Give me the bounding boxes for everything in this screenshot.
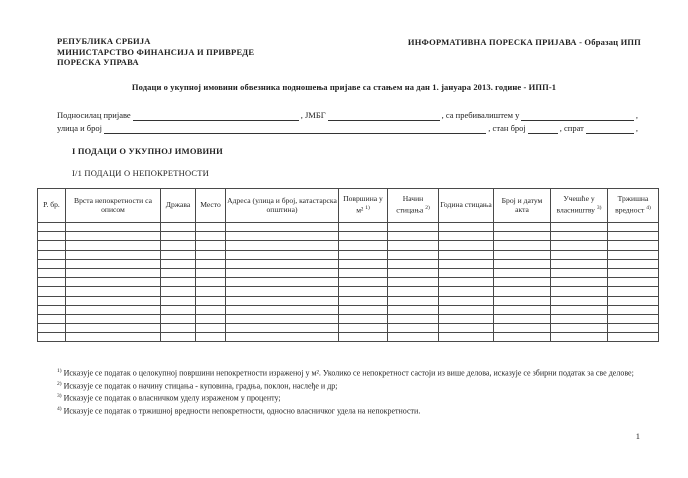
empty-table-cell — [339, 232, 388, 241]
empty-table-cell — [196, 296, 226, 305]
empty-table-row — [38, 241, 659, 250]
empty-table-row — [38, 250, 659, 259]
empty-table-cell — [608, 268, 659, 277]
empty-table-cell — [494, 241, 551, 250]
empty-table-cell — [608, 305, 659, 314]
empty-table-cell — [339, 333, 388, 342]
empty-table-cell — [494, 259, 551, 268]
empty-table-cell — [339, 278, 388, 287]
empty-table-cell — [161, 232, 196, 241]
empty-table-cell — [551, 223, 608, 232]
empty-table-cell — [66, 296, 161, 305]
empty-table-cell — [551, 324, 608, 333]
empty-table-row — [38, 278, 659, 287]
empty-table-cell — [196, 333, 226, 342]
empty-table-cell — [339, 259, 388, 268]
empty-table-cell — [439, 232, 494, 241]
empty-table-cell — [551, 296, 608, 305]
empty-table-cell — [161, 268, 196, 277]
page-number: 1 — [635, 431, 640, 441]
empty-table-cell — [161, 324, 196, 333]
empty-table-row — [38, 305, 659, 314]
real-estate-table-header — [38, 189, 659, 223]
empty-table-cell — [66, 259, 161, 268]
table-header-row — [38, 189, 659, 223]
empty-table-cell — [38, 287, 66, 296]
residence-field — [521, 112, 633, 121]
empty-table-cell — [439, 314, 494, 323]
col-header-label: Начин стицања — [396, 194, 424, 215]
empty-table-cell — [38, 333, 66, 342]
footnote-marker: 1) — [57, 368, 62, 374]
document-title: Подаци о укупној имовини обвезника подношења пријаве са стањем на дан 1. јануара 2013. године - ИПП-1 — [131, 82, 557, 92]
empty-table-cell — [161, 223, 196, 232]
empty-table-row — [38, 223, 659, 232]
empty-table-cell — [388, 278, 439, 287]
empty-table-cell — [66, 287, 161, 296]
col-header-label: Површина у м² — [343, 194, 383, 215]
empty-table-cell — [551, 314, 608, 323]
empty-table-cell — [66, 305, 161, 314]
empty-table-cell — [608, 223, 659, 232]
agency-line-ministry: МИНИСТАРСТВО ФИНАНСИЈА И ПРИВРЕДЕ — [57, 46, 255, 57]
empty-table-cell — [161, 241, 196, 250]
empty-table-cell — [388, 305, 439, 314]
section-heading-real-estate: I/1 ПОДАЦИ О НЕПОКРЕТНОСТИ — [72, 168, 209, 178]
empty-table-cell — [494, 223, 551, 232]
empty-table-cell — [196, 259, 226, 268]
empty-table-cell — [226, 305, 339, 314]
empty-table-cell — [608, 324, 659, 333]
empty-table-cell — [339, 314, 388, 323]
col-header-footnote-ref: 1) — [365, 205, 370, 212]
empty-table-cell — [196, 223, 226, 232]
footnote-marker: 4) — [57, 405, 62, 412]
empty-table-cell — [439, 259, 494, 268]
street-label: улица и број — [57, 123, 102, 133]
empty-table-cell — [388, 324, 439, 333]
empty-table-cell — [38, 314, 66, 323]
empty-table-cell — [196, 305, 226, 314]
empty-table-cell — [38, 268, 66, 277]
empty-table-cell — [494, 314, 551, 323]
empty-table-cell — [388, 259, 439, 268]
empty-table-cell — [608, 232, 659, 241]
applicant-line-2 — [57, 123, 638, 134]
empty-table-cell — [196, 232, 226, 241]
footnote-text: Исказује се податак о власничком уделу израженом у проценту; — [63, 393, 281, 403]
empty-table-cell — [551, 278, 608, 287]
applicant-name-label: Подносилац пријаве — [57, 110, 131, 120]
empty-table-cell — [494, 305, 551, 314]
applicant-line-1 — [57, 110, 638, 121]
empty-table-cell — [161, 287, 196, 296]
empty-table-cell — [439, 333, 494, 342]
col-header-label: Врста непокретности са описом — [74, 195, 152, 214]
empty-table-cell — [494, 268, 551, 277]
empty-table-cell — [161, 296, 196, 305]
col-header-label: Адреса (улица и број, катастарска општина) — [227, 195, 337, 214]
empty-table-cell — [196, 314, 226, 323]
empty-table-cell — [608, 259, 659, 268]
empty-table-cell — [551, 287, 608, 296]
footnote-4 — [57, 404, 635, 417]
empty-table-cell — [439, 305, 494, 314]
empty-table-cell — [66, 278, 161, 287]
empty-table-cell — [38, 305, 66, 314]
empty-table-cell — [226, 268, 339, 277]
section-heading-total-property: I ПОДАЦИ О УКУПНОЈ ИМОВИНИ — [72, 146, 223, 156]
empty-table-cell — [226, 333, 339, 342]
line1-end: , — [635, 110, 638, 120]
empty-table-cell — [551, 305, 608, 314]
empty-table-cell — [388, 296, 439, 305]
empty-table-cell — [551, 333, 608, 342]
col-header-place — [196, 189, 226, 223]
apartment-field — [528, 125, 558, 134]
empty-table-cell — [388, 287, 439, 296]
empty-table-row — [38, 314, 659, 323]
footnote-marker: 2) — [57, 380, 62, 387]
col-header-label: Учешће у власништву — [556, 194, 595, 215]
empty-table-cell — [388, 241, 439, 250]
empty-table-cell — [66, 333, 161, 342]
empty-table-cell — [339, 324, 388, 333]
empty-table-cell — [551, 268, 608, 277]
empty-table-cell — [388, 223, 439, 232]
empty-table-cell — [196, 278, 226, 287]
col-header-area — [339, 189, 388, 223]
empty-table-cell — [226, 223, 339, 232]
col-header-acquisition-year — [439, 189, 494, 223]
col-header-footnote-ref: 2) — [425, 205, 430, 212]
empty-table-cell — [196, 287, 226, 296]
col-header-label: Држава — [165, 200, 191, 210]
empty-table-cell — [439, 223, 494, 232]
empty-table-cell — [38, 296, 66, 305]
empty-table-cell — [38, 241, 66, 250]
col-header-label: Година стицања — [440, 200, 492, 210]
street-field — [104, 125, 486, 134]
empty-table-row — [38, 333, 659, 342]
footnote-marker: 3) — [57, 393, 62, 400]
empty-table-cell — [161, 278, 196, 287]
empty-table-cell — [66, 250, 161, 259]
col-header-ordinal — [38, 189, 66, 223]
col-header-address — [226, 189, 339, 223]
empty-table-cell — [196, 324, 226, 333]
empty-table-cell — [66, 223, 161, 232]
col-header-ownership-share — [551, 189, 608, 223]
empty-table-cell — [161, 333, 196, 342]
empty-table-cell — [339, 250, 388, 259]
empty-table-cell — [339, 241, 388, 250]
residence-label: , са пребивалиштем у — [441, 110, 520, 120]
empty-table-row — [38, 287, 659, 296]
empty-table-cell — [608, 333, 659, 342]
col-header-market-value — [608, 189, 659, 223]
empty-table-cell — [66, 324, 161, 333]
empty-table-cell — [608, 287, 659, 296]
floor-label: , спрат — [559, 123, 584, 133]
applicant-name-field — [133, 112, 299, 121]
agency-line-republic: РЕПУБЛИКА СРБИЈА — [57, 36, 151, 46]
footnote-3 — [57, 391, 635, 404]
empty-table-cell — [226, 314, 339, 323]
empty-table-cell — [388, 314, 439, 323]
empty-table-cell — [196, 250, 226, 259]
empty-table-cell — [388, 333, 439, 342]
empty-table-cell — [439, 324, 494, 333]
empty-table-cell — [494, 232, 551, 241]
footnote-text: Исказује се податак о целокупној површини непокретности израженој у м². Уколико се непокретност састоји из више делова, исказује се збирни податак за све делове; — [63, 368, 634, 378]
floor-field — [586, 125, 634, 134]
empty-table-cell — [226, 232, 339, 241]
empty-table-row — [38, 324, 659, 333]
empty-table-cell — [38, 223, 66, 232]
col-header-label: Број и датум акта — [501, 195, 543, 214]
footnote-1 — [57, 366, 635, 379]
empty-table-row — [38, 232, 659, 241]
empty-table-cell — [608, 296, 659, 305]
empty-table-cell — [339, 287, 388, 296]
empty-table-cell — [494, 278, 551, 287]
empty-table-cell — [66, 232, 161, 241]
footnote-text: Исказује се податак о тржишној вредности непокретности, односно власничког удела на непокретности. — [63, 406, 421, 416]
footnotes-block — [57, 366, 635, 417]
col-header-label: Р. бр. — [43, 200, 60, 210]
empty-table-cell — [551, 250, 608, 259]
form-name-label: ИНФОРМАТИВНА ПОРЕСКА ПРИЈАВА - Образац ИПП — [407, 37, 641, 47]
empty-table-cell — [226, 278, 339, 287]
empty-table-cell — [439, 296, 494, 305]
col-header-footnote-ref: 3) — [596, 205, 602, 212]
empty-table-cell — [608, 250, 659, 259]
empty-table-row — [38, 296, 659, 305]
empty-table-cell — [494, 324, 551, 333]
empty-table-cell — [608, 278, 659, 287]
empty-table-cell — [38, 259, 66, 268]
col-header-country — [161, 189, 196, 223]
empty-table-cell — [226, 324, 339, 333]
empty-table-cell — [161, 250, 196, 259]
empty-table-cell — [551, 241, 608, 250]
empty-table-cell — [608, 241, 659, 250]
footnote-text: Исказује се податак о начину стицања - куповина, градња, поклон, наслеђе и др; — [63, 381, 338, 391]
empty-table-cell — [226, 287, 339, 296]
empty-table-cell — [161, 305, 196, 314]
empty-table-cell — [226, 241, 339, 250]
empty-table-cell — [339, 305, 388, 314]
issuing-agency-block — [57, 36, 254, 68]
col-header-property-type — [66, 189, 161, 223]
empty-table-cell — [161, 259, 196, 268]
real-estate-table — [37, 188, 659, 342]
empty-table-cell — [339, 268, 388, 277]
empty-table-cell — [388, 250, 439, 259]
empty-table-cell — [38, 250, 66, 259]
empty-table-cell — [161, 314, 196, 323]
apartment-label: , стан број — [488, 123, 526, 133]
empty-table-cell — [551, 232, 608, 241]
col-header-label: Место — [200, 200, 221, 210]
empty-table-cell — [226, 250, 339, 259]
empty-table-cell — [38, 324, 66, 333]
empty-table-cell — [494, 296, 551, 305]
agency-line-tax-administration: ПОРЕСКА УПРАВА — [57, 57, 139, 67]
empty-table-cell — [339, 223, 388, 232]
empty-table-cell — [439, 278, 494, 287]
empty-table-cell — [551, 259, 608, 268]
empty-table-cell — [339, 296, 388, 305]
empty-table-cell — [494, 250, 551, 259]
empty-table-cell — [439, 250, 494, 259]
jmbg-label: , ЈМБГ — [300, 110, 326, 120]
footnote-2 — [57, 379, 635, 392]
empty-table-cell — [608, 314, 659, 323]
empty-table-cell — [66, 268, 161, 277]
empty-table-row — [38, 259, 659, 268]
empty-table-cell — [66, 241, 161, 250]
empty-table-cell — [439, 241, 494, 250]
empty-table-cell — [66, 314, 161, 323]
empty-table-cell — [494, 333, 551, 342]
empty-table-row — [38, 268, 659, 277]
empty-table-cell — [196, 268, 226, 277]
empty-table-cell — [439, 268, 494, 277]
line2-end: , — [635, 123, 638, 133]
empty-table-cell — [388, 232, 439, 241]
col-header-act-number-date — [494, 189, 551, 223]
empty-table-cell — [494, 287, 551, 296]
empty-table-cell — [38, 232, 66, 241]
col-header-footnote-ref: 4) — [646, 205, 651, 212]
empty-table-cell — [226, 296, 339, 305]
empty-table-cell — [196, 241, 226, 250]
jmbg-field — [328, 112, 440, 121]
property-table-body — [38, 223, 659, 342]
col-header-acquisition-method — [388, 189, 439, 223]
empty-table-cell — [388, 268, 439, 277]
col-header-label: Тржишна вредност — [615, 194, 649, 215]
empty-table-cell — [38, 278, 66, 287]
empty-table-cell — [439, 287, 494, 296]
empty-table-cell — [226, 259, 339, 268]
